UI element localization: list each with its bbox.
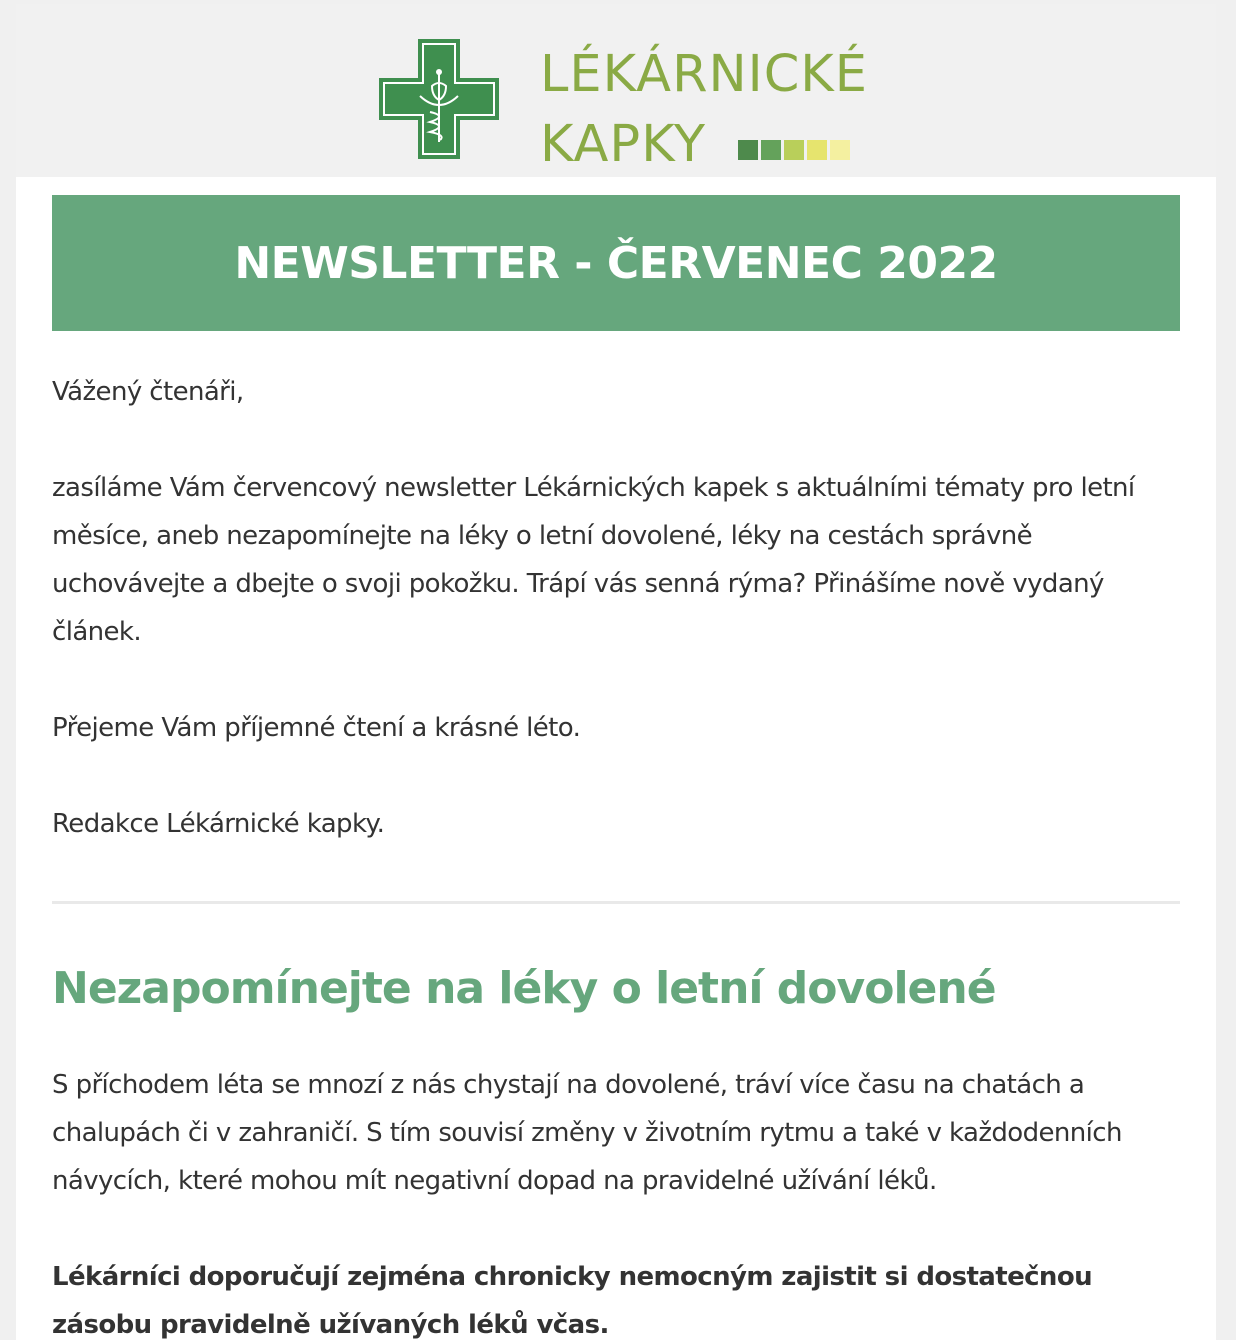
newsletter-header [16, 4, 1216, 177]
newsletter-content [16, 177, 1216, 1340]
brand-square-5 [830, 140, 850, 160]
brand-square-1 [738, 140, 758, 160]
article-heading[interactable]: Nezapomínejte na léky o letní dovolené [52, 963, 996, 1014]
article-paragraph: S příchodem léta se mnozí z nás chystají na dovolené, tráví více času na chatách a chalupách či v zahraničí. S tím souvisí změny v životním rytmu a také v každodenních návycích, které mohou mít negativní dopad na pravidelné užívání léků. [52, 1070, 1122, 1196]
brand-square-4 [807, 140, 827, 160]
newsletter-title: NEWSLETTER - ČERVENEC 2022 [234, 237, 998, 289]
signature-text: Redakce Lékárnické kapky. [52, 809, 385, 839]
brand-line-1: LÉKÁRNICKÉ [540, 45, 868, 104]
brand-color-squares [738, 140, 850, 160]
intro-paragraph: zasíláme Vám červencový newsletter Lékárnických kapek s aktuálními tématy pro letní měsíce, aneb nezapomínejte na léky o letní dovolené, léky na cestách správně uchovávejte a dbejte o svoji pokožku. Trápí vás senná rýma? Přinášíme nově vydaný článek. [52, 473, 1135, 647]
brand-logo[interactable] [378, 38, 868, 174]
section-divider [52, 901, 1180, 904]
brand-square-3 [784, 140, 804, 160]
brand-line-2: KAPKY [540, 115, 706, 174]
wish-text: Přejeme Vám příjemné čtení a krásné léto. [52, 713, 581, 743]
pharmacy-cross-icon [378, 38, 500, 160]
greeting-text: Vážený čtenáři, [52, 377, 244, 407]
brand-square-2 [761, 140, 781, 160]
article-bold-paragraph: Lékárníci doporučují zejména chronicky nemocným zajistit si dostatečnou zásobu pravidelně užívaných léků včas. [52, 1262, 1093, 1340]
newsletter-title-banner [52, 195, 1180, 331]
